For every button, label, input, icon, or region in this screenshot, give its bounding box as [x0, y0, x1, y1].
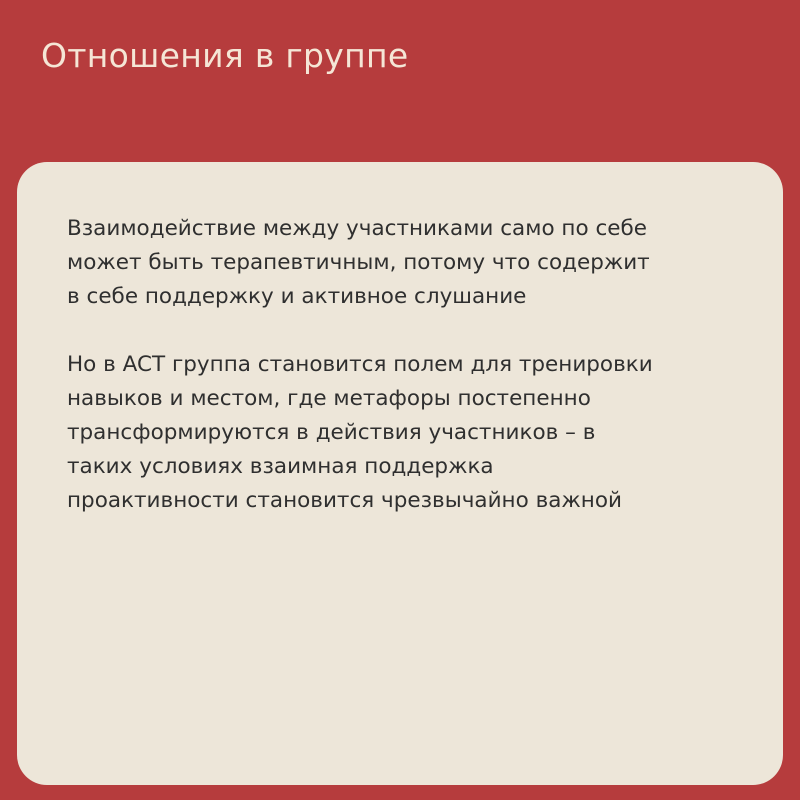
content-card — [17, 162, 783, 785]
slide-title: Отношения в группе — [41, 36, 409, 75]
paragraph-group-interaction: Взаимодействие между участниками само по себе может быть терапевтичным, потому что содержит в себе поддержку и активное слушание — [67, 216, 650, 309]
paragraph-act-group: Но в ACT группа становится полем для тренировки навыков и местом, где метафоры постепенно трансформируются в действия участников – в таких условиях взаимная поддержка проактивности становится чрезвычайно важной — [67, 352, 653, 513]
